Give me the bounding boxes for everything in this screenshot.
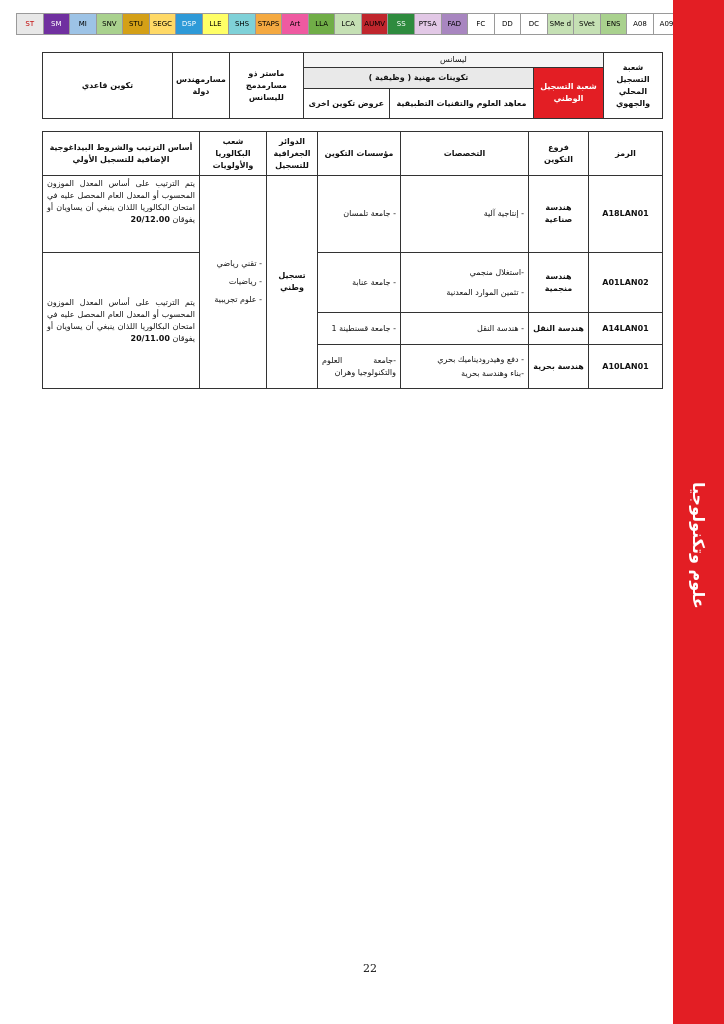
tab-dd[interactable]: DD <box>495 14 522 34</box>
national-registration-cell: شعبة التسجيل الوطني <box>534 68 604 119</box>
table-row <box>43 176 663 253</box>
institutes-cell: معاهد العلوم والتقنيات التطبيقية <box>389 89 533 119</box>
header-code: الرمز <box>589 132 663 176</box>
tab-staps[interactable]: STAPS <box>256 14 283 34</box>
tab-svet[interactable]: SVet <box>574 14 601 34</box>
integrated-master-cell: ماستر ذو مسارمدمج لليسانس <box>229 53 303 119</box>
header-geo-zones: الدوائر الجغرافية للتسجيل <box>267 132 318 176</box>
tab-sme-d[interactable]: SMe d <box>548 14 575 34</box>
specialty-item: -استغلال منجمي <box>469 267 524 277</box>
condition-text: يتم الترتيب على أساس المعدل الموزون المحسوب أو المعدل العام المحصل عليه في امتحان البكالوريا اللذان ينبغي أن يساويان أو يفوقان <box>47 297 195 343</box>
table-row <box>43 253 663 313</box>
header-branches: فروع التكوين <box>529 132 589 176</box>
tab-dc[interactable]: DC <box>521 14 548 34</box>
professional-training-cell: تكوينات مهنية ( وظيفية ) <box>303 68 533 89</box>
condition-text: يتم الترتيب على أساس المعدل الموزون المحسوب أو المعدل العام المحصل عليه في امتحان البكالوريا اللذان ينبغي أن يساويان أو يفوقان <box>47 179 195 224</box>
tab-fad[interactable]: FAD <box>442 14 469 34</box>
tab-ens[interactable]: ENS <box>601 14 628 34</box>
bac-stream-item: - تقني رياضي <box>216 259 262 268</box>
tab-shs[interactable]: SHS <box>229 14 256 34</box>
header-bac-streams: شعب البكالوريا والأولويات <box>200 132 267 176</box>
tab-lle[interactable]: LLE <box>203 14 230 34</box>
row-institution: -جامعة العلوم والتكنولوجيا وهران <box>318 345 401 389</box>
tab-aumv[interactable]: AUMV <box>362 14 389 34</box>
header-conditions: أساس الترتيب والشروط البيداغوجية الإضافية للتسجيل الأولي <box>43 132 200 176</box>
specialties-table <box>42 131 663 389</box>
condition-threshold: 20/11.00 <box>130 333 170 343</box>
row-code: A01LAN02 <box>589 253 663 313</box>
tab-a09[interactable]: A09 <box>654 14 681 34</box>
header-institutions: مؤسسات التكوين <box>318 132 401 176</box>
row-code: A18LAN01 <box>589 176 663 253</box>
tab-st[interactable]: ST <box>17 14 44 34</box>
geo-zone-cell: تسجيل وطني <box>267 176 318 389</box>
tab-art[interactable]: Art <box>282 14 309 34</box>
header-specialties: التخصصات <box>401 132 529 176</box>
specialty-item: - إنتاجية آلية <box>483 209 524 218</box>
row-institution: - جامعة قسنطينة 1 <box>318 313 401 345</box>
row-specialties <box>401 253 529 313</box>
side-label-text: علوم وتكنولوجيا <box>689 481 708 609</box>
local-registration-cell: شعبة التسجيل المحلي والجهوي <box>604 53 663 119</box>
row-specialties <box>401 176 529 253</box>
specialty-item: - تثمين الموارد المعدنية <box>446 287 524 297</box>
bac-stream-item: - علوم تجريبية <box>214 295 262 304</box>
specialty-item: - هندسة النقل <box>477 323 524 333</box>
tab-dsp[interactable]: DSP <box>176 14 203 34</box>
licence-cell: ليسانس <box>303 53 603 68</box>
state-engineer-cell: مسارمهندس دولة <box>173 53 230 119</box>
header-row <box>43 132 663 176</box>
tab-lla[interactable]: LLA <box>309 14 336 34</box>
tab-stu[interactable]: STU <box>123 14 150 34</box>
tab-mi[interactable]: MI <box>70 14 97 34</box>
row-branch: هندسة صناعية <box>529 176 589 253</box>
condition-cell-2 <box>43 253 200 389</box>
tab-lca[interactable]: LCA <box>335 14 362 34</box>
tab-a08[interactable]: A08 <box>627 14 654 34</box>
tab-snv[interactable]: SNV <box>97 14 124 34</box>
row-code: A10LAN01 <box>589 345 663 389</box>
basic-training-cell: تكوين قاعدي <box>43 53 173 119</box>
domain-tabs <box>16 13 707 35</box>
row-specialties <box>401 313 529 345</box>
side-label <box>673 480 724 610</box>
tab-ptsa[interactable]: PTSA <box>415 14 442 34</box>
other-offers-cell: عروض تكوين اخرى <box>303 89 389 119</box>
condition-threshold: 20/12.00 <box>130 215 170 224</box>
row-branch: هندسة النقل <box>529 313 589 345</box>
row-institution: - جامعة تلمسان <box>318 176 401 253</box>
condition-cell-1 <box>43 176 200 253</box>
row-code: A14LAN01 <box>589 313 663 345</box>
specialty-item: - دفع وهيدروديناميك بحري <box>437 354 524 364</box>
tab-sm[interactable]: SM <box>44 14 71 34</box>
specialty-item: -بناء وهندسة بحرية <box>461 368 524 378</box>
page-number: 22 <box>363 962 377 975</box>
bac-stream-item: - رياضيات <box>228 277 262 286</box>
tab-segc[interactable]: SEGC <box>150 14 177 34</box>
row-branch: هندسة منجمية <box>529 253 589 313</box>
row-specialties <box>401 345 529 389</box>
bac-streams-cell <box>200 176 267 389</box>
tab-ss[interactable]: SS <box>388 14 415 34</box>
row-branch: هندسة بحرية <box>529 345 589 389</box>
training-types-table <box>42 52 663 119</box>
tab-fc[interactable]: FC <box>468 14 495 34</box>
row-institution: - جامعة عنابة <box>318 253 401 313</box>
